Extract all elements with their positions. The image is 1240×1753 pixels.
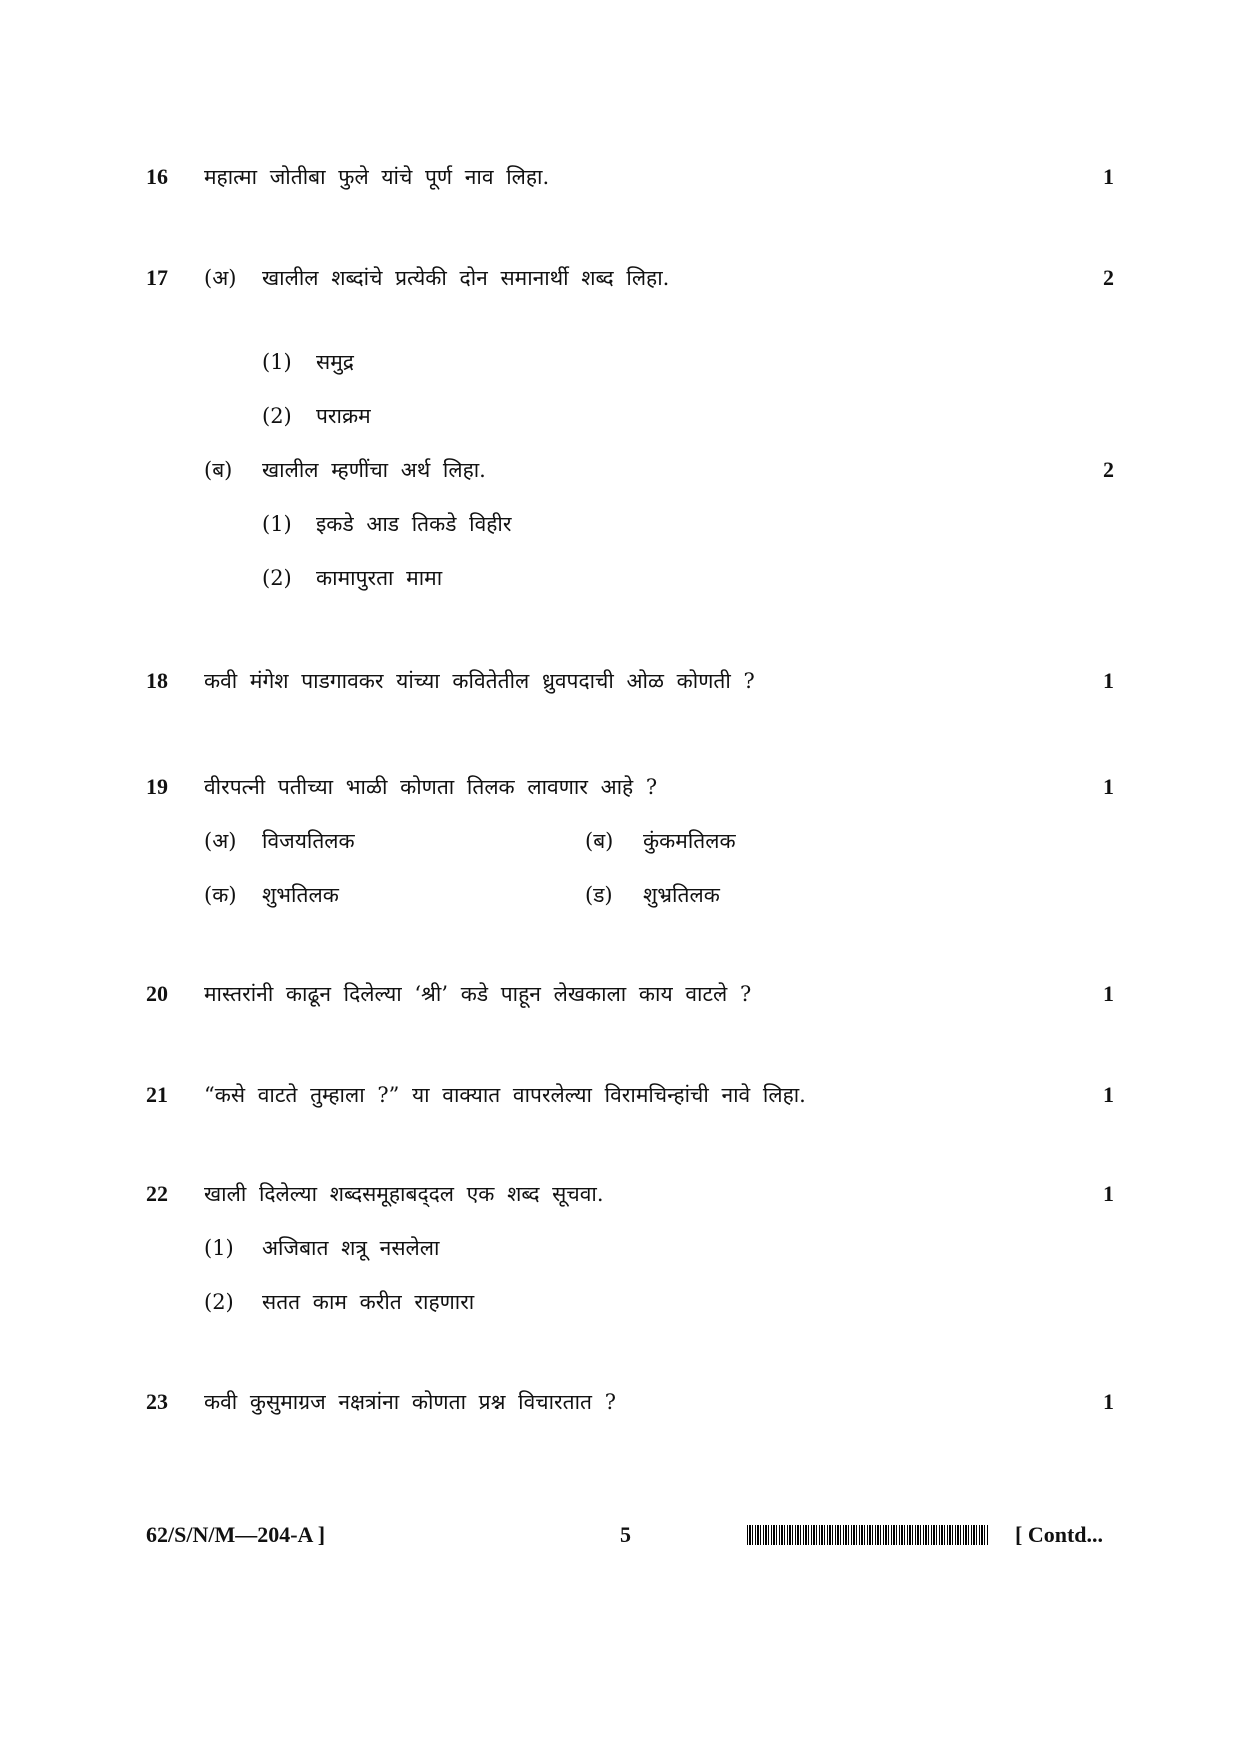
question-number: 18: [146, 668, 168, 693]
option-label: (ब): [585, 829, 614, 853]
page-number: 5: [620, 1522, 631, 1547]
barcode: [747, 1525, 989, 1545]
question-number: 20: [146, 981, 168, 1006]
question-marks: 2: [1103, 457, 1114, 482]
question-text: मास्तरांनी काढून दिलेल्या ‘श्री’ कडे पाहून लेखकाला काय वाटले ?: [204, 982, 752, 1006]
item-label: (2): [204, 1290, 234, 1314]
item-text: अजिबात शत्रू नसलेला: [262, 1236, 440, 1260]
option-label: (अ): [204, 829, 237, 853]
question-text: खाली दिलेल्या शब्दसमूहाबद्‌दल एक शब्द सूचवा.: [204, 1182, 604, 1206]
item-text: समुद्र: [316, 350, 354, 374]
question-marks: 1: [1103, 1082, 1114, 1107]
question-text: कवी मंगेश पाडगावकर यांच्या कवितेतील ध्रुवपदाची ओळ कोणती ?: [204, 669, 755, 693]
item-text: पराक्रम: [316, 404, 371, 428]
sub-question-label: (ब): [204, 458, 233, 482]
question-marks: 1: [1103, 981, 1114, 1006]
option-text: शुभतिलक: [262, 883, 339, 907]
question-number: 23: [146, 1389, 168, 1414]
item-label: (1): [262, 350, 292, 374]
option-text: शुभ्रतिलक: [643, 883, 720, 907]
question-marks: 1: [1103, 164, 1114, 189]
question-marks: 2: [1103, 265, 1114, 290]
sub-question-label: (अ): [204, 266, 237, 290]
item-label: (2): [262, 566, 292, 590]
question-number: 19: [146, 774, 168, 799]
question-text: कवी कुसुमाग्रज नक्षत्रांना कोणता प्रश्न विचारतात ?: [204, 1390, 616, 1414]
question-text: “कसे वाटते तुम्हाला ?” या वाक्यात वापरलेल्या विरामचिन्हांची नावे लिहा.: [204, 1083, 806, 1107]
item-label: (1): [262, 512, 292, 536]
sub-question-text: खालील शब्दांचे प्रत्येकी दोन समानार्थी शब्द लिहा.: [262, 266, 670, 290]
question-marks: 1: [1103, 774, 1114, 799]
question-text: वीरपत्नी पतीच्या भाळी कोणता तिलक लावणार आहे ?: [204, 775, 658, 799]
question-marks: 1: [1103, 1389, 1114, 1414]
option-text: विजयतिलक: [262, 829, 355, 853]
question-number: 21: [146, 1082, 168, 1107]
item-text: कामापुरता मामा: [316, 566, 443, 590]
item-text: सतत काम करीत राहणारा: [262, 1290, 475, 1314]
question-marks: 1: [1103, 668, 1114, 693]
item-label: (2): [262, 404, 292, 428]
question-number: 16: [146, 164, 168, 189]
sub-question-text: खालील म्हणींचा अर्थ लिहा.: [262, 458, 486, 482]
option-text: कुंकमतिलक: [643, 829, 736, 853]
continued-label: [ Contd...: [1015, 1522, 1104, 1547]
question-text: महात्मा जोतीबा फुले यांचे पूर्ण नाव लिहा.: [204, 165, 550, 189]
question-marks: 1: [1103, 1181, 1114, 1206]
option-label: (ड): [585, 883, 613, 907]
option-label: (क): [204, 883, 237, 907]
question-number: 22: [146, 1181, 168, 1206]
paper-code: 62/S/N/M—204-A ]: [146, 1522, 326, 1547]
item-text: इकडे आड तिकडे विहीर: [316, 512, 512, 536]
item-label: (1): [204, 1236, 234, 1260]
question-number: 17: [146, 265, 168, 290]
